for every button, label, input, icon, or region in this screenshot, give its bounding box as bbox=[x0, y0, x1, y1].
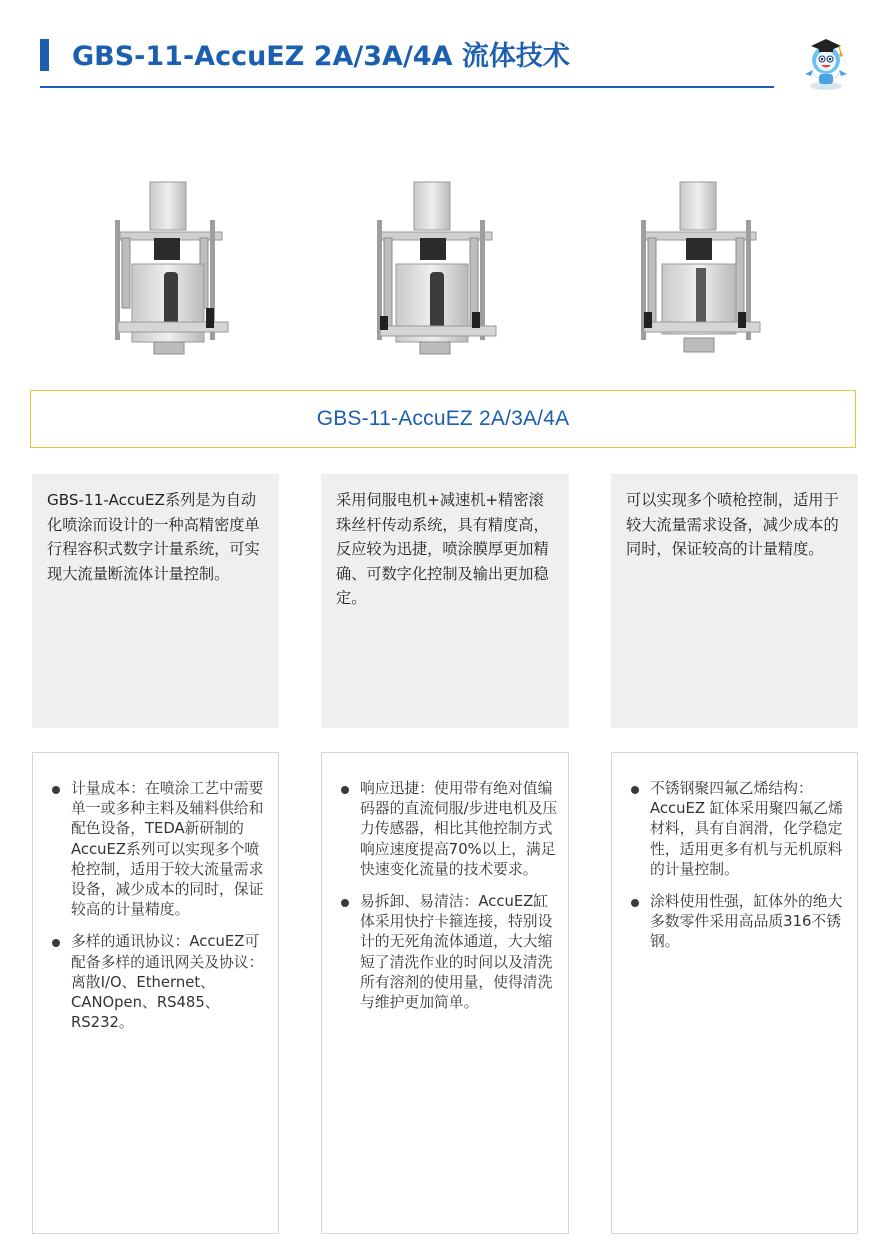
list-item-text: 计量成本：在喷涂工艺中需要单一或多种主料及辅料供给和配色设备，TEDA新研制的AccuEZ系列可以实现多个喷枪控制，适用于较大流量需求设备，减少成本的同时，保证较高的计量精度。 bbox=[71, 780, 264, 919]
list-item bbox=[626, 779, 849, 880]
detail-card bbox=[321, 752, 569, 1234]
list-item bbox=[336, 892, 560, 1013]
list-item-text: 多样的通讯协议：AccuEZ可配备多样的通讯网关及协议：离散I/O、Ethernet、CANOpen、RS485、RS232。 bbox=[71, 933, 264, 1032]
title-accent-bar bbox=[40, 39, 49, 71]
intro-card: GBS-11-AccuEZ系列是为自动化喷涂而设计的一种高精密度单行程容积式数字计量系统，可实现大流量断流体计量控制。 bbox=[32, 474, 279, 728]
title-underline bbox=[40, 86, 774, 88]
list-item bbox=[626, 892, 849, 953]
pump-2a-image bbox=[98, 176, 248, 366]
bullet-icon bbox=[631, 899, 639, 907]
bullet-icon bbox=[631, 786, 639, 794]
list-item bbox=[336, 779, 560, 880]
model-title: GBS-11-AccuEZ 2A/3A/4A bbox=[316, 407, 570, 430]
intro-card: 可以实现多个喷枪控制，适用于较大流量需求设备，减少成本的同时，保证较高的计量精度。 bbox=[611, 474, 858, 728]
list-item-text: 涂料使用性强，缸体外的绝大多数零件采用高品质316不锈钢。 bbox=[650, 893, 843, 951]
page-title: GBS-11-AccuEZ 2A/3A/4A 流体技术 bbox=[72, 41, 570, 72]
intro-card: 采用伺服电机+减速机+精密滚珠丝杆传动系统，具有精度高，反应较为迅捷，喷涂膜厚更加精确、可数字化控制及输出更加稳定。 bbox=[321, 474, 569, 728]
detail-card bbox=[611, 752, 858, 1234]
model-banner bbox=[30, 390, 856, 448]
bullet-icon bbox=[341, 786, 349, 794]
pump-3a-image bbox=[368, 176, 518, 366]
list-item bbox=[47, 779, 270, 920]
bullet-icon bbox=[52, 939, 60, 947]
bullet-icon bbox=[52, 786, 60, 794]
detail-card bbox=[32, 752, 279, 1234]
mascot-graduate-icon bbox=[797, 30, 855, 92]
list-item-text: 不锈钢聚四氟乙烯结构：AccuEZ 缸体采用聚四氟乙烯材料，具有自润滑，化学稳定性，适用更多有机与无机原料的计量控制。 bbox=[650, 780, 843, 878]
bullet-icon bbox=[341, 899, 349, 907]
pump-4a-image bbox=[630, 176, 780, 366]
list-item-text: 易拆卸、易清洁：AccuEZ缸体采用快拧卡箍连接，特别设计的无死角流体通道，大大缩短了清洗作业的时间以及清洗所有溶剂的使用量，使得清洗与维护更加简单。 bbox=[360, 893, 553, 1012]
list-item bbox=[47, 932, 270, 1033]
list-item-text: 响应迅捷：使用带有绝对值编码器的直流伺服/步进电机及压力传感器，相比其他控制方式响应速度提高70%以上，满足快速变化流量的技术要求。 bbox=[360, 780, 558, 878]
